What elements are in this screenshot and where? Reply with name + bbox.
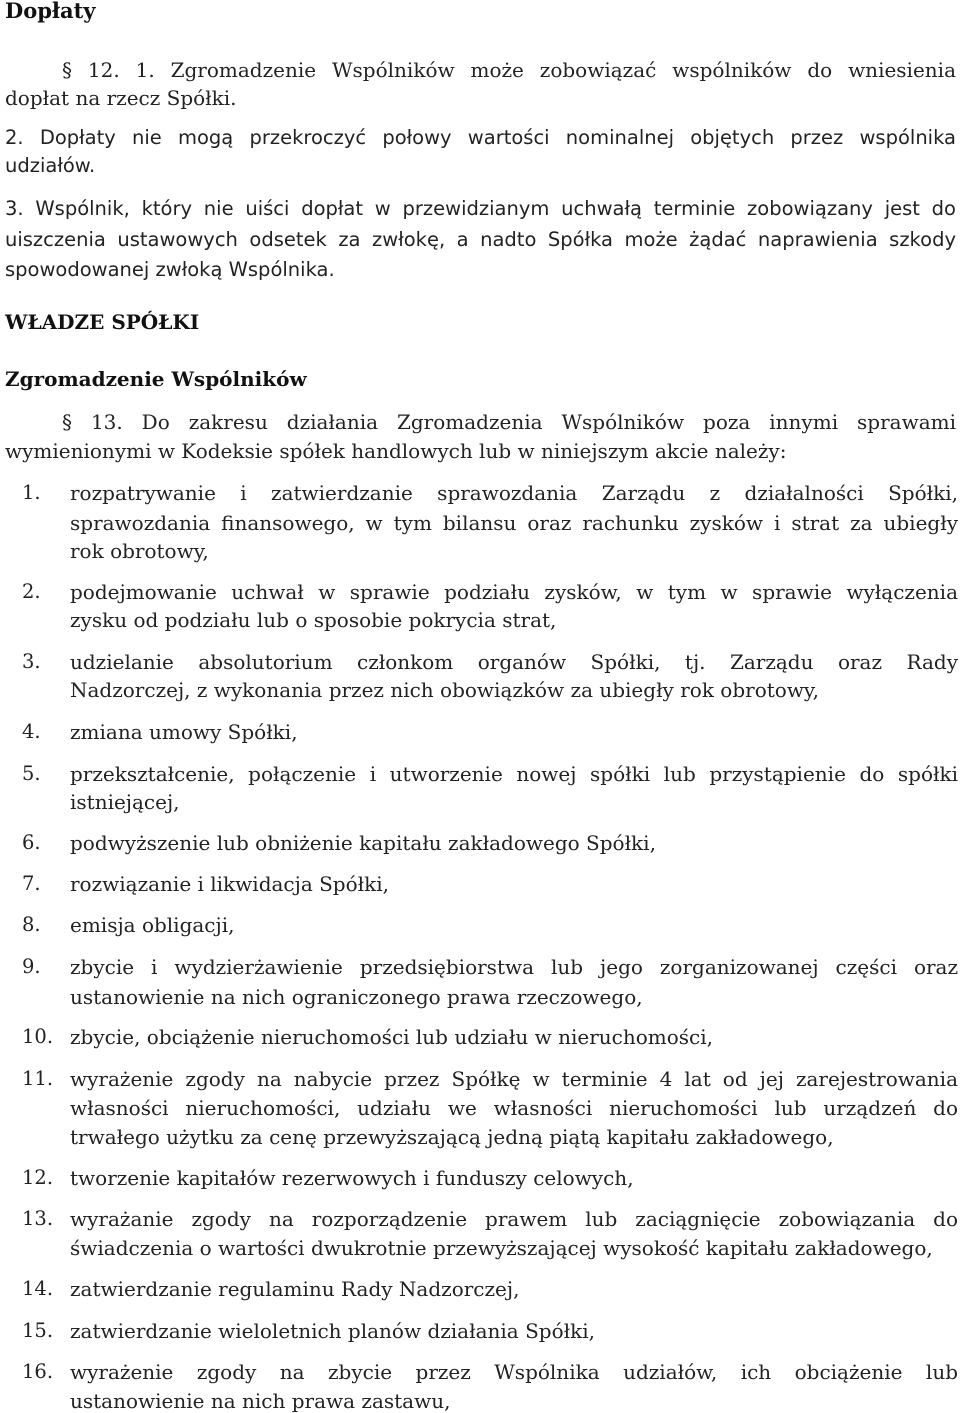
list-item-number: 15. <box>22 1319 54 1342</box>
list-item-text: zmiana umowy Spółki, <box>70 720 298 744</box>
p13-line-1: § 13. Do zakresu działania Zgromadzenia Wspólników poza innymi sprawami <box>62 410 956 434</box>
list-item-text: ustanowienie na nich ograniczonego prawa rzeczowego, <box>70 985 643 1009</box>
list-item-number: 4. <box>22 720 41 743</box>
p13-line-2: wymienionymi w Kodeksie spółek handlowych lub w niniejszym akcie należy: <box>5 439 787 463</box>
list-item-text: wyrażenie zgody na zbycie przez Wspólnika udziałów, ich obciążenie lub <box>70 1360 958 1384</box>
list-item-number: 6. <box>22 831 41 854</box>
p12-line-4: udziałów. <box>5 154 96 177</box>
list-item-text: podwyższenie lub obniżenie kapitału zakładowego Spółki, <box>70 831 656 855</box>
assembly-heading: Zgromadzenie Wspólników <box>5 367 307 391</box>
p12-line-3: 2. Dopłaty nie mogą przekroczyć połowy wartości nominalnej objętych przez wspólnika <box>5 126 956 149</box>
list-item-number: 9. <box>22 955 41 978</box>
list-item-text: świadczenia o wartości dwukrotnie przewyższającej wysokość kapitału zakładowego, <box>70 1236 933 1260</box>
list-item-number: 7. <box>22 872 41 895</box>
authorities-heading: WŁADZE SPÓŁKI <box>5 310 200 334</box>
list-item-text: rok obrotowy, <box>70 539 209 563</box>
list-item-text: istniejącej, <box>70 790 180 814</box>
list-item-text: zatwierdzanie regulaminu Rady Nadzorczej, <box>70 1277 520 1301</box>
list-item-text: trwałego użytku za cenę przewyższającą jedną piątą kapitału zakładowego, <box>70 1125 834 1149</box>
list-item-number: 13. <box>22 1207 54 1230</box>
list-item-text: wyrażanie zgody na rozporządzenie prawem lub zaciągnięcie zobowiązania do <box>70 1207 958 1231</box>
list-item-text: podejmowanie uchwał w sprawie podziału zysków, w tym w sprawie wyłączenia <box>70 580 958 604</box>
list-item-text: emisja obligacji, <box>70 913 235 937</box>
list-item-text: tworzenie kapitałów rezerwowych i funduszy celowych, <box>70 1166 634 1190</box>
list-item-number: 10. <box>22 1025 54 1048</box>
list-item-number: 3. <box>22 650 41 673</box>
list-item-text: zbycie, obciążenie nieruchomości lub udziału w nieruchomości, <box>70 1025 713 1049</box>
p12-line-1: § 12. 1. Zgromadzenie Wspólników może zobowiązać wspólników do wniesienia <box>62 58 956 82</box>
list-item-number: 5. <box>22 762 41 785</box>
list-item-text: zysku od podziału lub o sposobie pokrycia strat, <box>70 608 557 632</box>
list-item-text: rozpatrywanie i zatwierdzanie sprawozdania Zarządu z działalności Spółki, <box>70 481 958 505</box>
list-item-number: 16. <box>22 1360 54 1383</box>
list-item-number: 11. <box>22 1067 54 1090</box>
section-heading: Dopłaty <box>5 0 96 23</box>
list-item-text: wyrażenie zgody na nabycie przez Spółkę w terminie 4 lat od jej zarejestrowania <box>70 1067 958 1091</box>
list-item-text: zbycie i wydzierżawienie przedsiębiorstwa lub jego zorganizowanej części oraz <box>70 955 958 979</box>
list-item-number: 12. <box>22 1166 54 1189</box>
p12-line-2: dopłat na rzecz Spółki. <box>5 86 237 110</box>
list-item-text: sprawozdania finansowego, w tym bilansu oraz rachunku zysków i strat za ubiegły <box>70 511 958 535</box>
p12-line-5: 3. Wspólnik, który nie uiści dopłat w przewidzianym uchwałą terminie zobowiązany jest do <box>5 197 956 220</box>
list-item-text: zatwierdzanie wieloletnich planów działania Spółki, <box>70 1319 595 1343</box>
list-item-number: 14. <box>22 1277 54 1300</box>
list-item-number: 8. <box>22 913 41 936</box>
p12-line-6: uiszczenia ustawowych odsetek za zwłokę, a nadto Spółka może żądać naprawienia szkody <box>5 228 956 251</box>
list-item-text: własności nieruchomości, udziału we własności nieruchomości lub urządzeń do <box>70 1096 958 1120</box>
list-item-text: ustanowienie na nich prawa zastawu, <box>70 1389 451 1413</box>
list-item-text: przekształcenie, połączenie i utworzenie nowej spółki lub przystąpienie do spółki <box>70 762 958 786</box>
list-item-number: 1. <box>22 481 41 504</box>
p12-line-7: spowodowanej zwłoką Wspólnika. <box>5 258 335 281</box>
list-item-number: 2. <box>22 580 41 603</box>
list-item-text: rozwiązanie i likwidacja Spółki, <box>70 872 390 896</box>
list-item-text: udzielanie absolutorium członkom organów Spółki, tj. Zarządu oraz Rady <box>70 650 958 674</box>
list-item-text: Nadzorczej, z wykonania przez nich obowiązków za ubiegły rok obrotowy, <box>70 678 819 702</box>
